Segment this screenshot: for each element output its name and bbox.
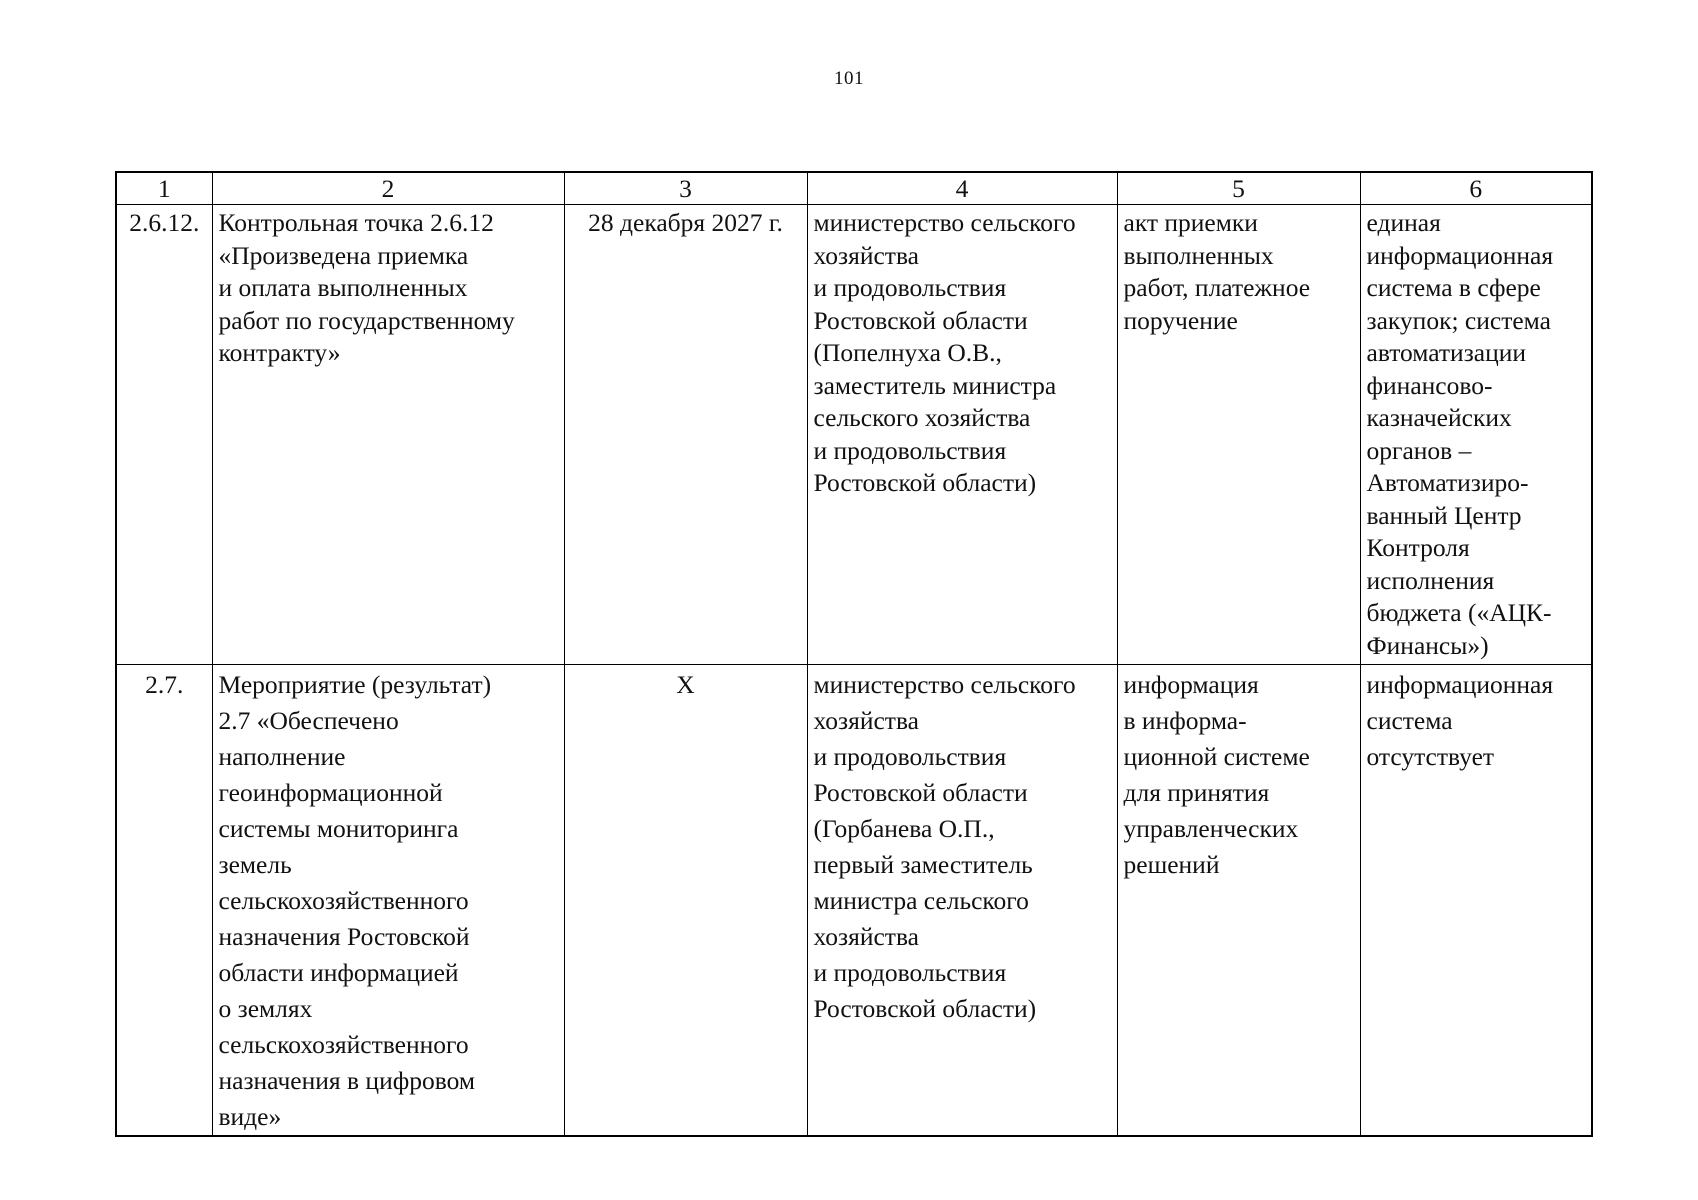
row-name-cell: Контрольная точка 2.6.12 «Произведена приемка и оплата выполненных работ по государственному контракту» bbox=[212, 205, 564, 665]
row-system-cell: единая информационная система в сфере закупок; система автоматизации финансово- казначейских органов – Автоматизиро- ванный Центр Контроля исполнения бюджета («АЦК- Финансы») bbox=[1360, 205, 1592, 665]
row-deadline-cell: Х bbox=[564, 665, 807, 1137]
page-number: 101 bbox=[834, 68, 864, 89]
row-name-cell: Мероприятие (результат) 2.7 «Обеспечено наполнение геоинформационной системы мониторинга земель сельскохозяйственного назначения Ростовской области информацией о землях сельскохозяйственного назначения в цифровом виде» bbox=[212, 665, 564, 1137]
row-responsible-cell: министерство сельского хозяйства и продовольствия Ростовской области (Попелнуха О.В., заместитель министра сельского хозяйства и продовольствия Ростовской области) bbox=[807, 205, 1117, 665]
row-number-cell: 2.6.12. bbox=[116, 205, 212, 665]
row-system-cell: информационная система отсутствует bbox=[1360, 665, 1592, 1137]
row-document-cell: акт приемки выполненных работ, платежное поручение bbox=[1117, 205, 1360, 665]
table-row bbox=[116, 665, 1592, 1137]
row-responsible-cell: министерство сельского хозяйства и продовольствия Ростовской области (Горбанева О.П., первый заместитель министра сельского хозяйства и продовольствия Ростовской области) bbox=[807, 665, 1117, 1137]
row-deadline-cell: 28 декабря 2027 г. bbox=[564, 205, 807, 665]
row-document-cell: информация в информа- ционной системе для принятия управленческих решений bbox=[1117, 665, 1360, 1137]
column-header-6: 6 bbox=[1360, 172, 1592, 205]
table-row bbox=[116, 205, 1592, 665]
table-header-row bbox=[116, 172, 1592, 205]
column-header-5: 5 bbox=[1117, 172, 1360, 205]
row-number-cell: 2.7. bbox=[116, 665, 212, 1137]
column-header-3: 3 bbox=[564, 172, 807, 205]
control-points-table bbox=[115, 171, 1593, 1137]
column-header-4: 4 bbox=[807, 172, 1117, 205]
column-header-1: 1 bbox=[116, 172, 212, 205]
column-header-2: 2 bbox=[212, 172, 564, 205]
